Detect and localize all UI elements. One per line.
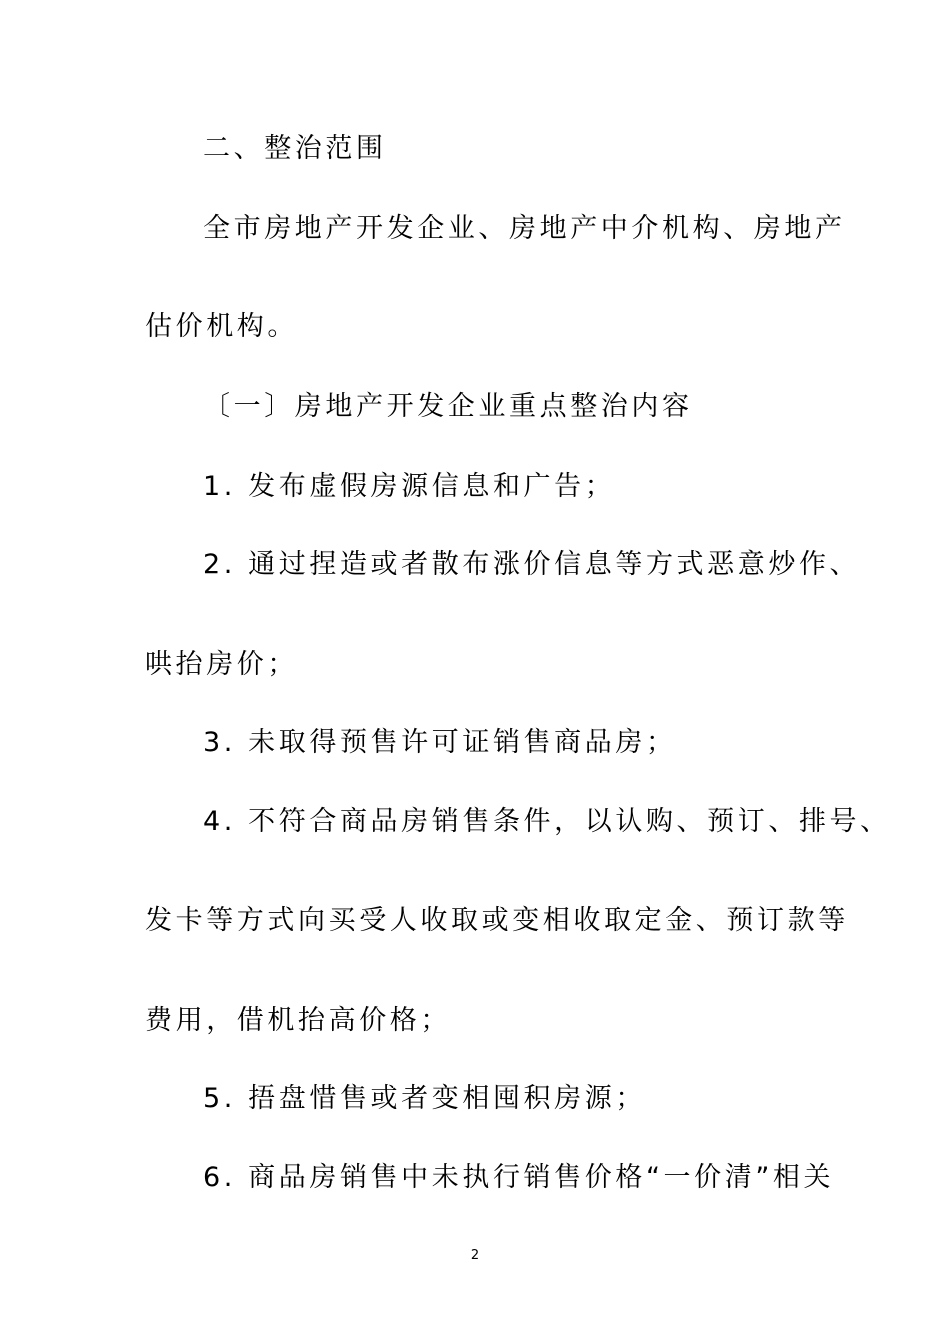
paragraph-line: 全市房地产开发企业、房地产中介机构、房地产 [203, 213, 846, 244]
section-heading: 二、整治范围 [203, 133, 387, 164]
paragraph-line: 估价机构。 [145, 311, 298, 342]
paragraph-line: 发卡等方式向买受人收取或变相收取定金、预订款等 [145, 905, 849, 936]
subsection-heading: 〔一〕房地产开发企业重点整治内容 [203, 391, 693, 422]
list-item: 1. 发布虚假房源信息和广告； [203, 471, 616, 502]
list-item: 4. 不符合商品房销售条件，以认购、预订、排号、 [203, 806, 891, 837]
list-item: 6. 商品房销售中未执行销售价格“一价清”相关 [203, 1162, 835, 1193]
paragraph-line: 哄抬房价； [145, 649, 298, 680]
list-item: 2. 通过捏造或者散布涨价信息等方式恶意炒作、 [203, 549, 861, 580]
page-number: 2 [470, 1248, 480, 1263]
list-item: 5. 捂盘惜售或者变相囤积房源； [203, 1083, 646, 1114]
paragraph-line: 费用，借机抬高价格； [145, 1005, 451, 1036]
list-item: 3. 未取得预售许可证销售商品房； [203, 727, 677, 758]
